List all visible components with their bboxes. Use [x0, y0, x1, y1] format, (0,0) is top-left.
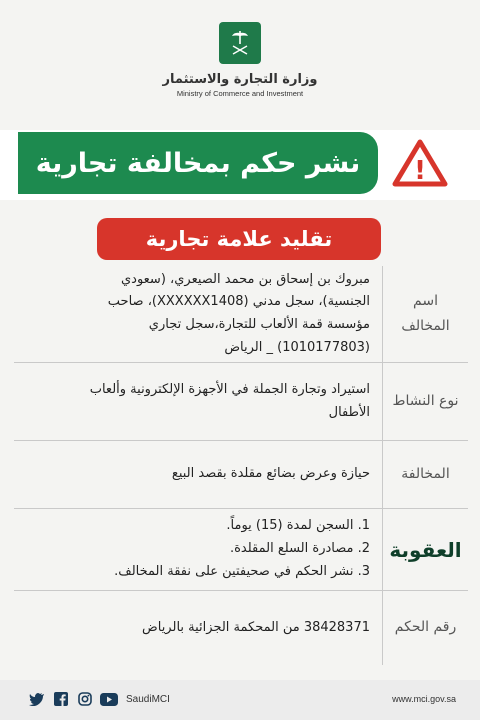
instagram-icon[interactable]: [76, 690, 94, 708]
row-offender: [14, 266, 468, 363]
violation-text: حيازة وعرض بضائع مقلدة بقصد البيع: [171, 466, 370, 482]
activity-line: استيراد وتجارة الجملة في الأجهزة الإلكترونية وألعاب: [89, 381, 370, 397]
penalty-item: 1. السجن لمدة (15) يوماً.: [226, 518, 370, 534]
saudi-emblem-icon: [219, 22, 261, 64]
row-penalty: [14, 509, 468, 591]
activity-details: [14, 363, 382, 440]
penalty-item: 3. نشر الحكم في صحيفتين على نفقة المخالف.: [114, 563, 370, 579]
youtube-icon[interactable]: [100, 690, 118, 708]
twitter-icon[interactable]: [28, 690, 46, 708]
row-activity: [14, 363, 468, 441]
label-offender-line-2: المخالف: [401, 318, 450, 334]
row-violation: [14, 441, 468, 509]
offender-line: مبروك بن إسحاق بن محمد الصيعري، (سعودي: [120, 271, 370, 287]
label-violation: المخالفة: [382, 441, 468, 508]
label-offender: [382, 266, 468, 362]
social-links: [28, 690, 170, 708]
ministry-name-english: Ministry of Commerce and Investment: [176, 89, 304, 98]
violation-type-banner: [97, 218, 381, 260]
row-verdict: [14, 591, 468, 665]
title-banner: [18, 132, 378, 194]
penalty-item: 2. مصادرة السلع المقلدة.: [229, 541, 370, 557]
offender-line: (1010177803) _ الرياض: [224, 339, 370, 355]
label-penalty: العقوبة: [382, 509, 468, 590]
offender-details: [14, 266, 382, 362]
ministry-name-arabic: وزارة التجارة والاستثمار: [162, 72, 318, 87]
social-handle: SaudiMCI: [126, 693, 170, 705]
facebook-icon[interactable]: [52, 690, 70, 708]
website-url[interactable]: www.mci.gov.sa: [392, 694, 456, 704]
label-offender-line-1: اسم: [413, 292, 438, 309]
offender-line: الجنسية)، سجل مدني (XXXXXX1408)، صاحب: [107, 294, 370, 310]
label-verdict: رقم الحكم: [382, 591, 468, 665]
violation-type: تقليد علامة تجارية: [145, 227, 333, 251]
verdict-details: [14, 591, 382, 665]
activity-line: الأطفال: [328, 404, 370, 420]
violation-details: [14, 441, 382, 508]
offender-line: مؤسسة قمة الألعاب للتجارة،سجل تجاري: [148, 317, 370, 332]
warning-icon: [378, 132, 462, 194]
label-activity: نوع النشاط: [382, 363, 468, 440]
page-title: نشر حكم بمخالفة تجارية: [35, 147, 361, 179]
verdict-text: 38428371 من المحكمة الجزائية بالرياض: [142, 619, 370, 635]
penalty-details: [14, 509, 382, 590]
warning-symbol: !: [414, 156, 426, 186]
header: [0, 0, 480, 130]
